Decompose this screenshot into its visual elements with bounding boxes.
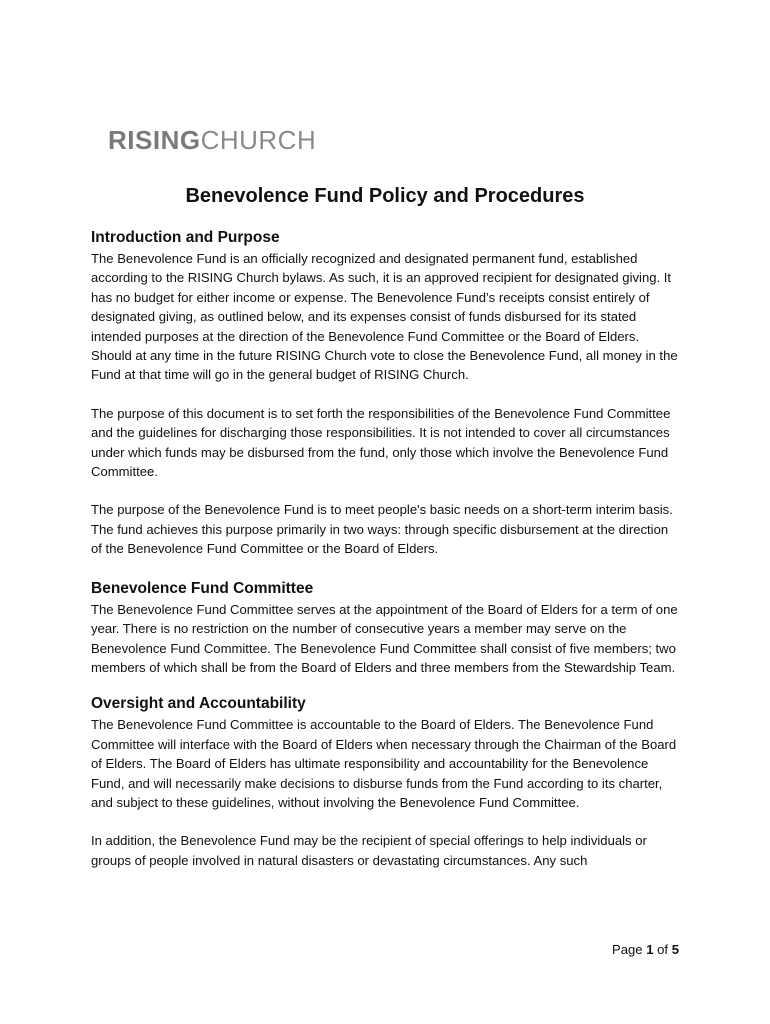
intro-paragraph-3: The purpose of the Benevolence Fund is to meet people's basic needs on a short-term interim basis. The fund achieves this purpose primarily in two ways: through specific disbursement at the direction of the Benevolence Fund Committee or the Board of Elders. bbox=[91, 502, 673, 557]
oversight-paragraph-2: In addition, the Benevolence Fund may be the recipient of special offerings to help individuals or groups of people involved in natural disasters or devastating circumstances. Any such bbox=[91, 833, 647, 868]
page-current: 1 bbox=[646, 942, 654, 957]
document-body bbox=[91, 227, 681, 870]
section-heading-intro: Introduction and Purpose bbox=[91, 229, 280, 246]
section-heading-committee: Benevolence Fund Committee bbox=[91, 579, 314, 597]
intro-paragraph-1: The Benevolence Fund is an officially recognized and designated permanent fund, established according to the RISING Church bylaws. As such, it is an approved recipient for designated giving. It has no budget for either income or expense. The Benevolence Fund’s receipts consist entirely of designated giving, as outlined below, and its expenses consist of funds disbursed for its stated intended purposes at the direction of the Benevolence Fund Committee or the Board of Elders. Should at any time in the future RISING Church vote to close the Benevolence Fund, all money in the Fund at that time will go in the general budget of RISING Church. bbox=[91, 251, 678, 383]
section-heading-oversight: Oversight and Accountability bbox=[91, 695, 306, 713]
document-title: Benevolence Fund Policy and Procedures bbox=[185, 185, 585, 207]
logo-bold-text: RISING bbox=[108, 125, 201, 155]
oversight-paragraph-1: The Benevolence Fund Committee is accountable to the Board of Elders. The Benevolence Fund Committee will interface with the Board of Elders when necessary through the Chairman of the Board of Elders. The Board of Elders has ultimate responsibility and accountability for the Benevolence Fund, and will necessarily make decisions to disburse funds from the Fund according to its charter, and subject to these guidelines, without involving the Benevolence Fund Committee. bbox=[91, 717, 677, 810]
church-logo bbox=[108, 124, 316, 156]
page-middle: of bbox=[653, 942, 672, 957]
page-total: 5 bbox=[671, 942, 679, 957]
committee-paragraph-1: The Benevolence Fund Committee serves at the appointment of the Board of Elders for a term of one year. There is no restriction on the number of consecutive years a member may serve on the Benevolence Fund Committee. The Benevolence Fund Committee shall consist of five members; two members of which shall be from the Board of Elders and three members from the Stewardship Team. bbox=[91, 601, 678, 675]
page-number bbox=[612, 940, 679, 960]
page-prefix: Page bbox=[611, 942, 647, 957]
intro-paragraph-2: The purpose of this document is to set forth the responsibilities of the Benevolence Fund Committee and the guidelines for discharging those responsibilities. It is not intended to cover all circumstances under which funds may be disbursed from the fund, only those which involve the Benevolence Fund Committee. bbox=[91, 405, 671, 480]
logo-light-text: CHURCH bbox=[200, 125, 317, 155]
